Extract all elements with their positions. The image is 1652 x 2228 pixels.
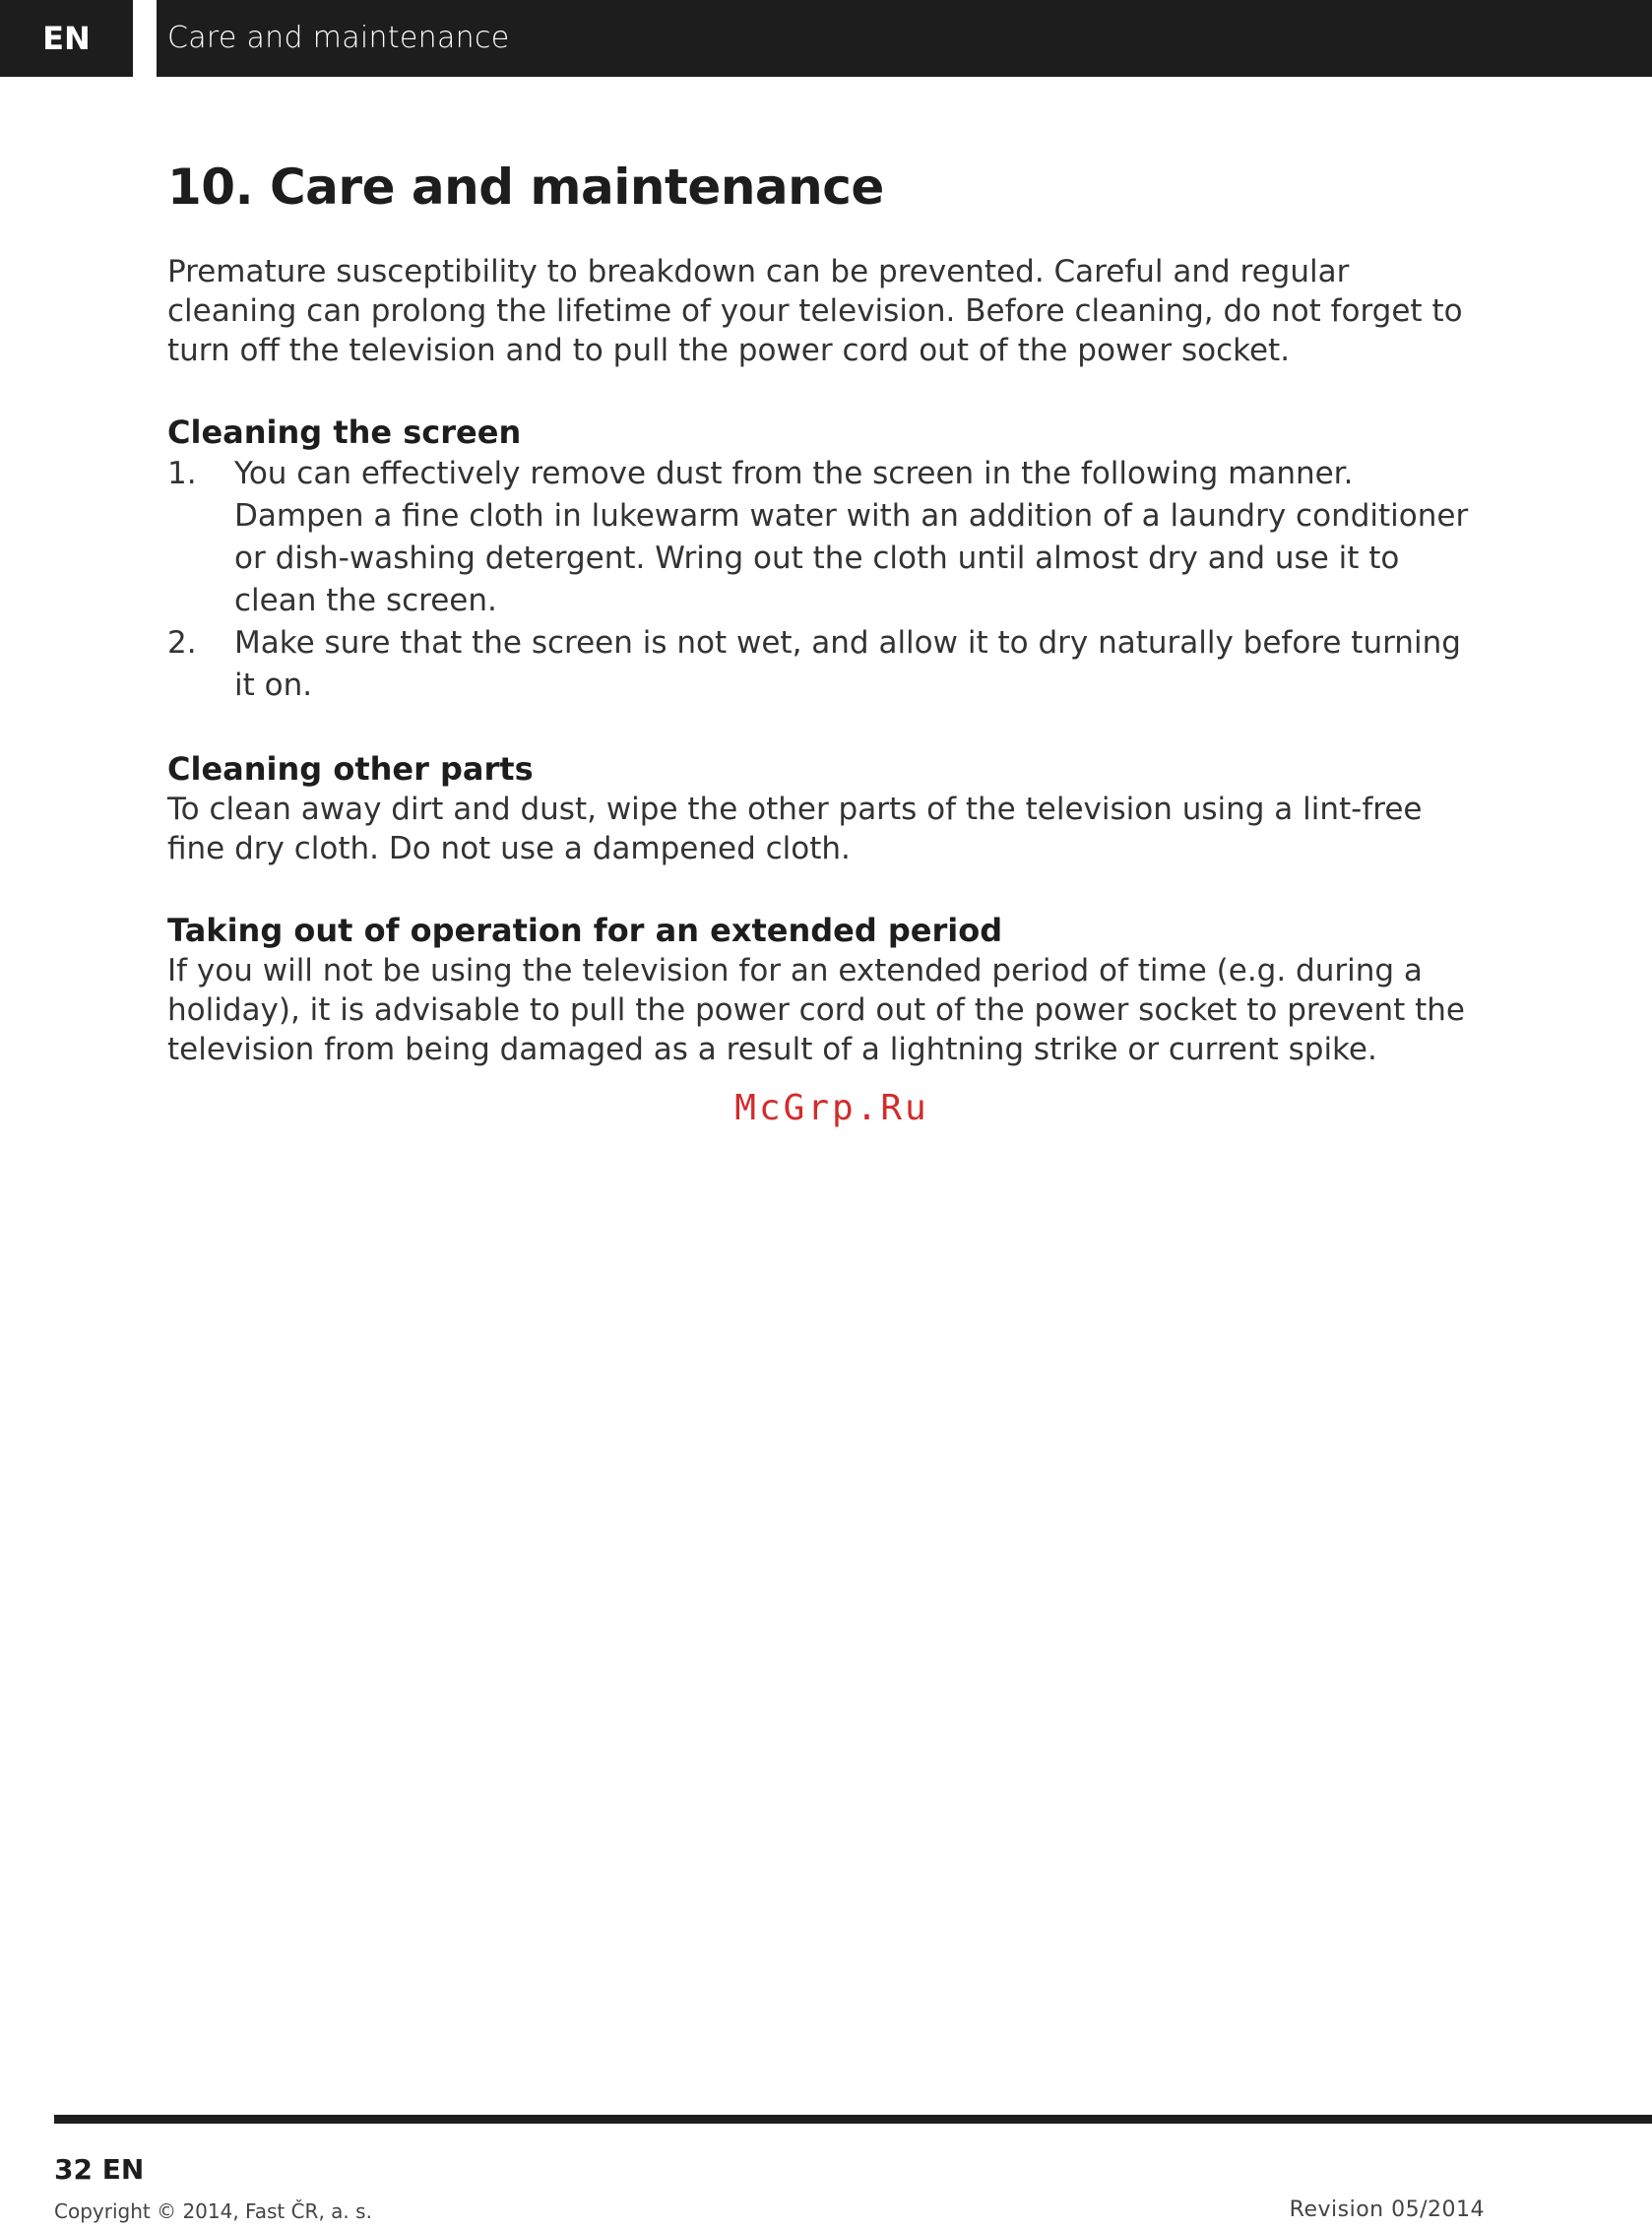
section-text: If you will not be using the television for an extended period of time (e.g. during a holiday), it is advisable to pull the power cord out of the power socket to prevent the television from being damaged as a result of a lightning strike or current spike.: [167, 953, 1465, 1067]
list-item-text: You can effectively remove dust from the screen in the following manner. Dampen a fine cloth in lukewarm water with an addition of a laundry conditioner or dish-washing detergent. Wring out the cloth until almost dry and use it to clean the screen.: [234, 456, 1469, 618]
copyright-text: Copyright © 2014, Fast ČR, a. s.: [54, 2199, 372, 2223]
section-text: To clean away dirt and dust, wipe the other parts of the television using a lint-free fine dry cloth. Do not use a dampened cloth.: [167, 792, 1423, 866]
section-cleaning-other-parts: [167, 748, 1487, 868]
numbered-list: [167, 453, 1487, 707]
main-content: [167, 148, 1487, 1069]
section-extended-period: [167, 910, 1487, 1069]
list-item-text: Make sure that the screen is not wet, and allow it to dry naturally before turning it on.: [234, 625, 1461, 703]
header-section-title: Care and maintenance: [167, 21, 510, 55]
list-item: [167, 453, 1487, 622]
list-marker: 2.: [167, 625, 197, 661]
watermark-text: McGrp.Ru: [734, 1088, 929, 1128]
language-badge: EN: [0, 0, 133, 77]
section-heading: Cleaning the screen: [167, 414, 522, 451]
list-marker: 1.: [167, 456, 197, 491]
section-cleaning-screen: [167, 412, 1487, 707]
intro-paragraph: Premature susceptibility to breakdown can be prevented. Careful and regular cleaning can prolong the lifetime of your television. Before cleaning, do not forget to turn off the television and to pull the power cord out of the power socket.: [167, 254, 1463, 368]
footer-divider: [54, 2115, 1652, 2124]
revision-text: Revision 05/2014: [1289, 2197, 1485, 2222]
list-item: [167, 622, 1487, 707]
page-title: 10. Care and maintenance: [167, 159, 884, 216]
page-number: 32 EN: [54, 2153, 145, 2186]
section-heading: Cleaning other parts: [167, 750, 534, 788]
section-heading: Taking out of operation for an extended period: [167, 912, 1003, 949]
header-bar: [157, 0, 1652, 77]
